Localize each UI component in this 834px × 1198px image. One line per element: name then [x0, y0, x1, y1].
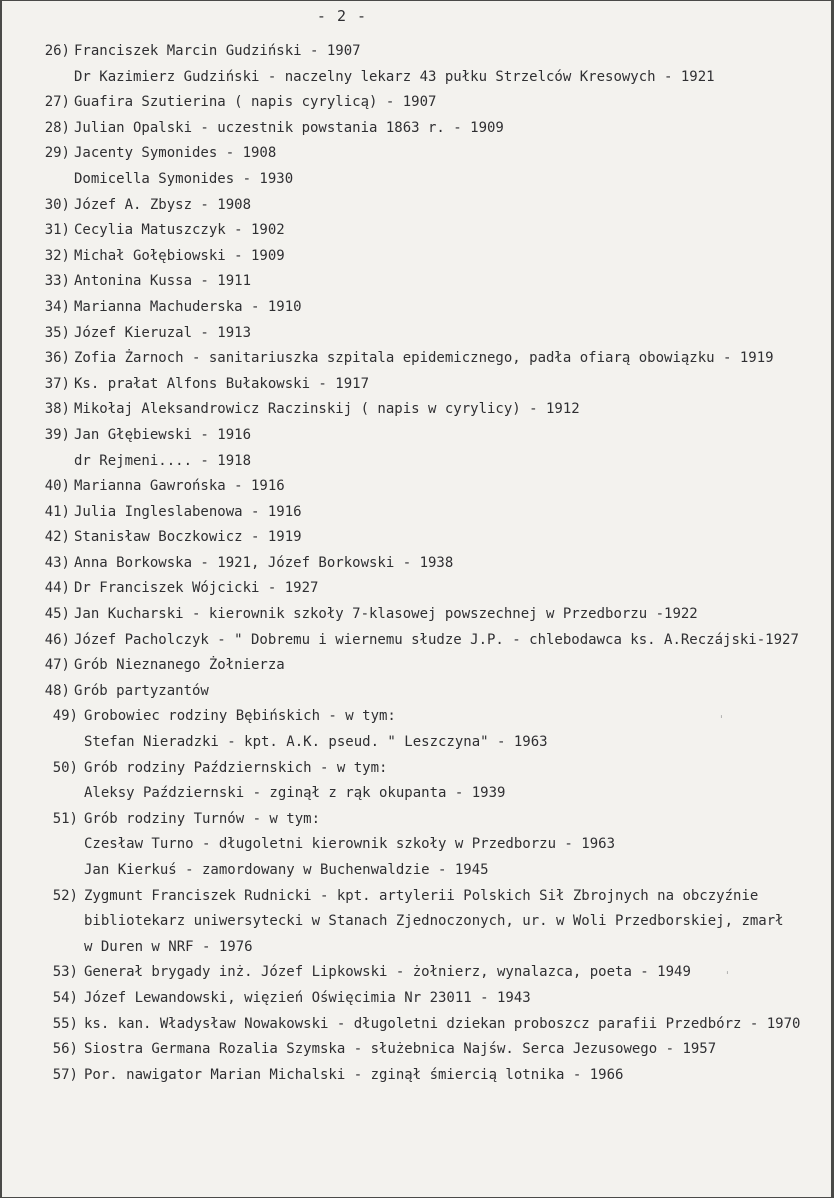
entry-continuation-line — [2, 935, 831, 961]
entry-line — [2, 986, 831, 1012]
entry-line — [2, 525, 831, 551]
entry-text: Cecylia Matuszczyk - 1902 — [74, 222, 285, 239]
entry-continuation-line — [2, 65, 831, 91]
entry-line — [2, 576, 831, 602]
entry-number: 50) — [52, 759, 78, 776]
entry-line — [2, 756, 831, 782]
entry-line — [2, 628, 831, 654]
entry-number: 29) — [44, 145, 70, 162]
entry-number: 35) — [44, 324, 70, 341]
entry-continuation-line — [2, 858, 831, 884]
entry-continuation-line — [2, 781, 831, 807]
entry-number: 37) — [44, 375, 70, 392]
entry-number: 41) — [44, 503, 70, 520]
stray-mark: ˈ — [718, 713, 725, 726]
entry-text: Aleksy Październski - zginął z rąk okupanta - 1939 — [84, 785, 506, 802]
entry-number: 32) — [44, 247, 70, 264]
entry-line — [2, 346, 831, 372]
list-item — [2, 960, 831, 986]
list-item — [2, 269, 831, 295]
entry-text: Generał brygady inż. Józef Lipkowski - żołnierz, wynalazca, poeta - 1949 — [84, 964, 691, 981]
entry-text: Czesław Turno - długoletni kierownik szkoły w Przedborzu - 1963 — [84, 836, 616, 853]
entry-text: Józef A. Zbysz - 1908 — [74, 196, 252, 213]
list-item — [2, 372, 831, 398]
entry-text: Grób rodziny Turnów - w tym: — [84, 810, 321, 827]
entry-number: 57) — [52, 1066, 78, 1083]
entry-text: Michał Gołębiowski - 1909 — [74, 247, 285, 264]
entry-number: 47) — [44, 657, 70, 674]
entry-text: Grób Nieznanego Żołnierza — [74, 657, 285, 674]
entry-line — [2, 141, 831, 167]
entry-number: 55) — [52, 1015, 78, 1032]
list-item — [2, 321, 831, 347]
list-item — [2, 1012, 831, 1038]
entry-text: Ks. prałat Alfons Bułakowski - 1917 — [74, 375, 370, 392]
entry-text: Julia Ingleslabenowa - 1916 — [74, 503, 302, 520]
entry-number: 39) — [44, 426, 70, 443]
list-item — [2, 756, 831, 807]
entry-line — [2, 1037, 831, 1063]
entry-number: 48) — [44, 682, 70, 699]
entry-number: 51) — [52, 810, 78, 827]
entry-line — [2, 807, 831, 833]
entry-line — [2, 884, 831, 910]
entry-line — [2, 679, 831, 705]
entry-line — [2, 551, 831, 577]
list-item — [2, 116, 831, 142]
entry-continuation-line — [2, 832, 831, 858]
entry-number: 27) — [44, 94, 70, 111]
entry-line — [2, 1063, 831, 1089]
list-item — [2, 679, 831, 705]
entry-line — [2, 960, 831, 986]
list-item — [2, 628, 831, 654]
list-item — [2, 346, 831, 372]
entry-text: w Duren w NRF - 1976 — [84, 938, 253, 955]
list-item — [2, 193, 831, 219]
list-item — [2, 90, 831, 116]
entry-text: Marianna Machuderska - 1910 — [74, 298, 302, 315]
entry-text: Por. nawigator Marian Michalski - zginął śmiercią lotnika - 1966 — [84, 1066, 624, 1083]
entry-text: Guafira Szutierina ( napis cyrylicą) - 1907 — [74, 94, 437, 111]
entry-line — [2, 397, 831, 423]
entry-line — [2, 704, 831, 730]
entry-text: Anna Borkowska - 1921, Józef Borkowski - 1938 — [74, 554, 454, 571]
entry-line — [2, 423, 831, 449]
entry-list — [2, 39, 831, 1088]
entry-number: 34) — [44, 298, 70, 315]
entry-text: Dr Franciszek Wójcicki - 1927 — [74, 580, 319, 597]
entry-line — [2, 218, 831, 244]
list-item — [2, 244, 831, 270]
entry-number: 31) — [44, 222, 70, 239]
list-item — [2, 602, 831, 628]
entry-line — [2, 116, 831, 142]
entry-continuation-line — [2, 449, 831, 475]
list-item — [2, 807, 831, 884]
list-item — [2, 1063, 831, 1089]
entry-line — [2, 90, 831, 116]
entry-number: 44) — [44, 580, 70, 597]
entry-text: Stanisław Boczkowicz - 1919 — [74, 529, 302, 546]
entry-number: 40) — [44, 478, 70, 495]
list-item — [2, 1037, 831, 1063]
entry-text: Jan Głębiewski - 1916 — [74, 426, 252, 443]
entry-text: dr Rejmeni.... - 1918 — [74, 452, 252, 469]
entry-text: Antonina Kussa - 1911 — [74, 273, 252, 290]
entry-number: 45) — [44, 606, 70, 623]
list-item — [2, 474, 831, 500]
stray-mark: ˈ — [724, 969, 731, 982]
entry-text: Zygmunt Franciszek Rudnicki - kpt. artylerii Polskich Sił Zbrojnych na obczyźnie — [84, 887, 759, 904]
entry-line — [2, 193, 831, 219]
list-item — [2, 653, 831, 679]
list-item — [2, 423, 831, 474]
list-item — [2, 39, 831, 90]
list-item — [2, 704, 831, 755]
entry-text: Mikołaj Aleksandrowicz Raczinskij ( napis w cyrylicy) - 1912 — [74, 401, 580, 418]
entry-continuation-line — [2, 909, 831, 935]
entry-number: 42) — [44, 529, 70, 546]
entry-text: Franciszek Marcin Gudziński - 1907 — [74, 43, 361, 59]
entry-number: 46) — [44, 631, 70, 648]
entry-text: Jacenty Symonides - 1908 — [74, 145, 277, 162]
entry-number: 43) — [44, 554, 70, 571]
list-item — [2, 295, 831, 321]
list-item — [2, 986, 831, 1012]
entry-text: Józef Kieruzal - 1913 — [74, 324, 252, 341]
entry-text: Jan Kucharski - kierownik szkoły 7-klasowej powszechnej w Przedborzu -1922 — [74, 606, 698, 623]
entry-text: Stefan Nieradzki - kpt. A.K. pseud. " Leszczyna" - 1963 — [84, 734, 548, 751]
entry-line — [2, 372, 831, 398]
entry-number: 56) — [52, 1041, 78, 1058]
entry-continuation-line — [2, 167, 831, 193]
entry-line — [2, 321, 831, 347]
entry-text: ks. kan. Władysław Nowakowski - długoletni dziekan proboszcz parafii Przedbórz - 1970 — [84, 1015, 801, 1032]
entry-number: 28) — [44, 119, 70, 136]
entry-line — [2, 653, 831, 679]
entry-number: 26) — [44, 43, 70, 59]
entry-line — [2, 474, 831, 500]
entry-text: Grób rodziny Październskich - w tym: — [84, 759, 388, 776]
entry-line — [2, 1012, 831, 1038]
list-item — [2, 218, 831, 244]
entry-text: Siostra Germana Rozalia Szymska - służebnica Najśw. Serca Jezusowego - 1957 — [84, 1041, 717, 1058]
entry-number: 36) — [44, 350, 70, 367]
entry-number: 38) — [44, 401, 70, 418]
entry-continuation-line — [2, 730, 831, 756]
list-item — [2, 551, 831, 577]
entry-text: Józef Lewandowski, więzień Oświęcimia Nr 23011 - 1943 — [84, 989, 531, 1006]
list-item — [2, 576, 831, 602]
entry-line — [2, 295, 831, 321]
entry-line — [2, 602, 831, 628]
entry-text: Józef Pacholczyk - " Dobremu i wiernemu słudze J.P. - chlebodawca ks. A.Reczájski-1927 — [74, 631, 799, 648]
entry-line — [2, 244, 831, 270]
document-page — [2, 1, 831, 1197]
entry-text: Zofia Żarnoch - sanitariuszka szpitala epidemicznego, padła ofiarą obowiązku - 1919 — [74, 350, 774, 367]
entry-number: 49) — [52, 708, 78, 725]
entry-text: Domicella Symonides - 1930 — [74, 170, 294, 187]
entry-text: Julian Opalski - uczestnik powstania 1863 r. - 1909 — [74, 119, 504, 136]
list-item — [2, 500, 831, 526]
list-item — [2, 397, 831, 423]
list-item — [2, 141, 831, 192]
entry-text: Grobowiec rodziny Bębińskich - w tym: — [84, 708, 396, 725]
entry-number: 30) — [44, 196, 70, 213]
entry-text: Jan Kierkuś - zamordowany w Buchenwaldzie - 1945 — [84, 862, 489, 878]
entry-text: Dr Kazimierz Gudziński - naczelny lekarz 43 pułku Strzelców Kresowych - 1921 — [74, 68, 715, 85]
entry-number: 52) — [52, 887, 78, 904]
entry-number: 33) — [44, 273, 70, 290]
page-number: - 2 - — [316, 7, 368, 25]
entry-text: Marianna Gawrońska - 1916 — [74, 478, 285, 495]
entry-line — [2, 500, 831, 526]
list-item — [2, 525, 831, 551]
entry-text: Grób partyzantów — [74, 682, 209, 699]
entry-line — [2, 39, 831, 65]
entry-number: 53) — [52, 964, 78, 981]
list-item — [2, 884, 831, 961]
entry-text: bibliotekarz uniwersytecki w Stanach Zjednoczonych, ur. w Woli Przedborskiej, zmarł — [84, 913, 784, 930]
entry-line — [2, 269, 831, 295]
entry-number: 54) — [52, 989, 78, 1006]
